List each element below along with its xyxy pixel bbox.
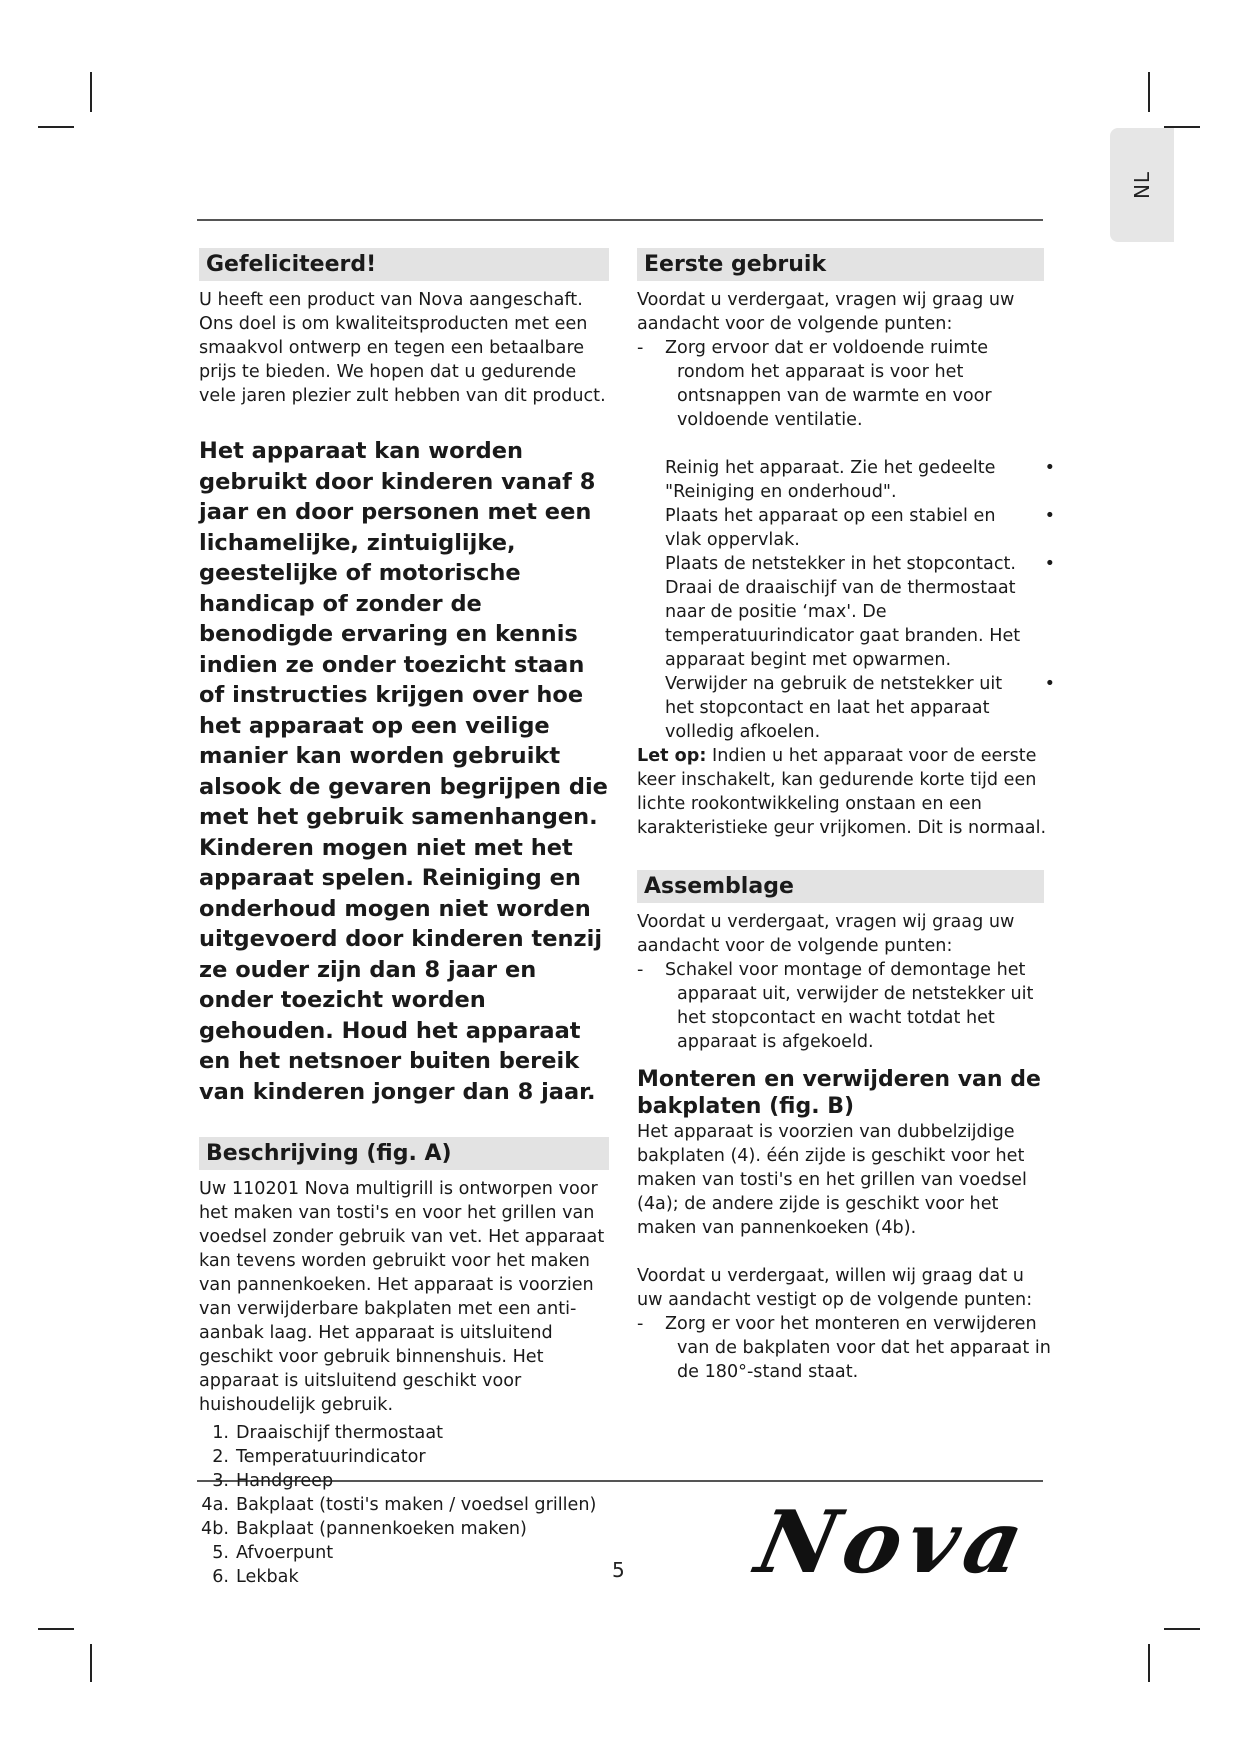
top-divider bbox=[197, 219, 1043, 221]
crop-mark bbox=[1164, 1628, 1200, 1630]
list-item: Verwijder na gebruik de netstekker uit het stopcontact en laat het apparaat volledig afkoelen. • bbox=[665, 674, 1055, 742]
description-text: Uw 110201 Nova multigrill is ontworpen voor het maken van tosti's en voor het grillen van voedsel zonder gebruik van vet. Het apparaat kan tevens worden gebruikt voor het maken van pannenkoeken. Het apparaat is voorzien van verwijderbare bakplaten met een anti-aanbak laag. Het apparaat is uitsluitend geschikt voor gebruik binnenshuis. Het apparaat is uitsluitend geschikt voor huishoudelijk gebruik. bbox=[199, 1179, 605, 1415]
congrats-heading: Gefeliciteerd! bbox=[199, 248, 609, 281]
first-use-heading: Eerste gebruik bbox=[637, 248, 1044, 281]
plates-text: Het apparaat is voorzien van dubbelzijdige bakplaten (4). één zijde is geschikt voor het maken van tosti's en het grillen van voedsel (4a); de andere zijde is geschikt voor het maken van pannenkoeken (4b). bbox=[637, 1122, 1027, 1238]
congrats-text: U heeft een product van Nova aangeschaft. Ons doel is om kwaliteitsproducten met een smaakvol ontwerp en tegen een betaalbare prijs te bieden. We hopen dat u gedurende vele jaren plezier zult hebben van dit product. bbox=[199, 290, 606, 406]
right-column bbox=[637, 248, 1055, 1384]
nova-logo-text: Nova bbox=[748, 1490, 1032, 1593]
list-item: 2. Temperatuurindicator bbox=[212, 1447, 426, 1467]
language-tab-label: NL bbox=[1130, 170, 1154, 200]
plates-heading: Monteren en verwijderen van de bakplaten (fig. B) bbox=[637, 1067, 1041, 1119]
list-item: 3. Handgreep bbox=[212, 1471, 334, 1491]
list-item: 6. Lekbak bbox=[212, 1567, 299, 1587]
page-number: 5 bbox=[612, 1558, 625, 1582]
list-item: Plaats het apparaat op een stabiel en vlak oppervlak. • bbox=[665, 506, 1055, 550]
description-heading: Beschrijving (fig. A) bbox=[199, 1137, 609, 1170]
language-tab bbox=[1110, 128, 1174, 242]
safety-warning: Het apparaat kan worden gebruikt door kinderen vanaf 8 jaar en door personen met een lichamelijke, zintuiglijke, geestelijke of motorische handicap of zonder de benodigde ervaring en kennis indien ze onder toezicht staan of instructies krijgen over hoe het apparaat op een veilige manier kan worden gebruikt alsook de gevaren begrijpen die met het gebruik samenhangen. Kinderen mogen niet met het apparaat spelen. Reiniging en onderhoud mogen niet worden uitgevoerd door kinderen tenzij ze ouder zijn dan 8 jaar en onder toezicht worden gehouden. Houd het apparaat en het netsnoer buiten bereik van kinderen jonger dan 8 jaar. bbox=[199, 438, 608, 1105]
crop-mark bbox=[1148, 1644, 1150, 1682]
list-item: Reinig het apparaat. Zie het gedeelte "Reiniging en onderhoud". • bbox=[665, 458, 1055, 502]
first-use-note: Let op: Indien u het apparaat voor de eerste keer inschakelt, kan gedurende korte tijd een lichte rookontwikkeling onstaan en een karakteristieke geur vrijkomen. Dit is normaal. bbox=[637, 746, 1047, 838]
plates-intro: Voordat u verdergaat, willen wij graag dat u uw aandacht vestigt op de volgende punten: bbox=[637, 1266, 1033, 1310]
plates-dash-item: - Zorg er voor het monteren en verwijderen van de bakplaten voor dat het apparaat in de 180°-stand staat. bbox=[637, 1314, 1051, 1382]
assembly-heading: Assemblage bbox=[637, 870, 1044, 903]
nova-logo bbox=[748, 1490, 1050, 1594]
assembly-dash-item: - Schakel voor montage of demontage het apparaat uit, verwijder de netstekker uit het stopcontact en wacht totdat het apparaat is afgekoeld. bbox=[637, 960, 1034, 1052]
list-item: 4a. Bakplaat (tosti's maken / voedsel grillen) bbox=[201, 1495, 597, 1515]
list-item: 5. Afvoerpunt bbox=[212, 1543, 334, 1563]
first-use-intro: Voordat u verdergaat, vragen wij graag uw aandacht voor de volgende punten: bbox=[637, 290, 1015, 334]
first-use-dash-item: - Zorg ervoor dat er voldoende ruimte rondom het apparaat is voor het ontsnappen van de warmte en voor voldoende ventilatie. bbox=[637, 338, 992, 430]
left-column bbox=[199, 248, 609, 1589]
first-use-steps bbox=[637, 456, 1055, 744]
crop-mark bbox=[38, 1628, 74, 1630]
list-item: Plaats de netstekker in het stopcontact. Draai de draaischijf van de thermostaat naar de positie ‘max'. De temperatuurindicator gaat branden. Het apparaat begint met opwarmen. • bbox=[665, 554, 1055, 670]
crop-mark bbox=[38, 126, 74, 128]
crop-mark bbox=[90, 72, 92, 112]
parts-list bbox=[199, 1421, 609, 1589]
list-item: 4b. Bakplaat (pannenkoeken maken) bbox=[201, 1519, 527, 1539]
crop-mark bbox=[1148, 72, 1150, 112]
crop-mark bbox=[90, 1644, 92, 1682]
assembly-intro: Voordat u verdergaat, vragen wij graag uw aandacht voor de volgende punten: bbox=[637, 912, 1015, 956]
list-item: 1. Draaischijf thermostaat bbox=[212, 1423, 444, 1443]
